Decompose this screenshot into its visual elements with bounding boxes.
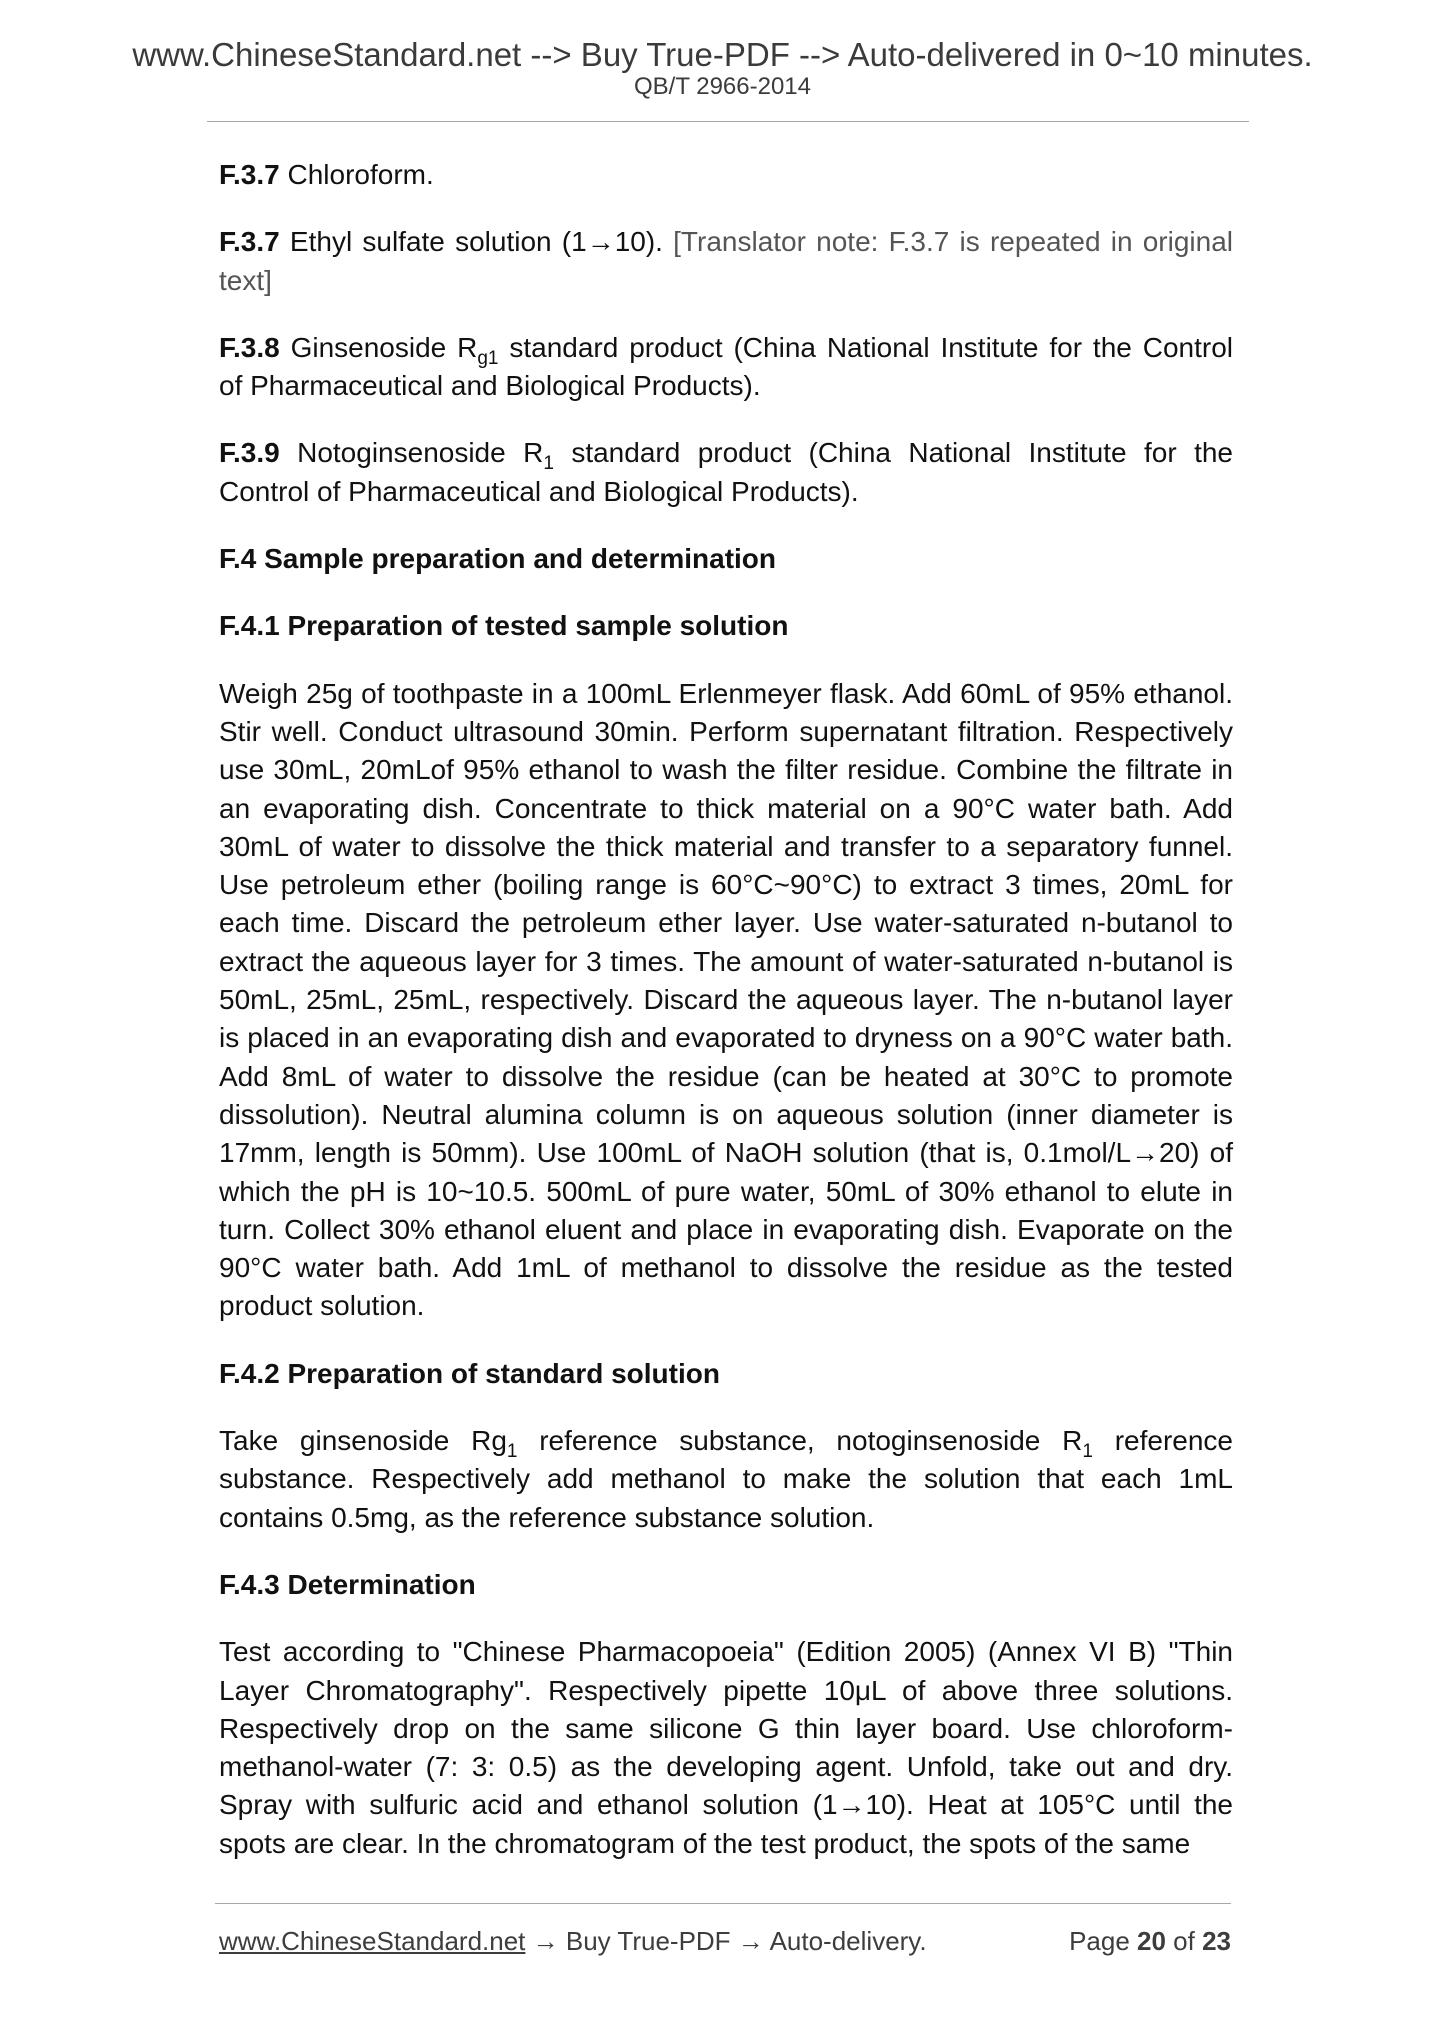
clause-text: Notoginsenoside R [279,437,544,469]
paragraph-f42 [219,1422,1233,1537]
footer-site-link[interactable]: www.ChineseStandard.net [219,1926,526,1956]
clause-text: Ginsenoside R [279,331,478,363]
section-heading-f41: F.4.1 Preparation of tested sample solution [219,610,789,642]
clause-text: standard product (China National Institute for the Control of Pharmaceutical and Biological Products). [219,437,1234,507]
page-indicator [1069,1928,1231,1954]
section-heading-f43: F.4.3 Determination [219,1568,476,1600]
subscript: 1 [543,453,554,475]
subscript: 1 [1082,1441,1093,1463]
section-heading-f42: F.4.2 Preparation of standard solution [219,1357,720,1389]
clause-number: F.3.9 [219,437,280,469]
clause-text: Chloroform. [279,159,434,190]
standard-number: QB/T 2966-2014 [633,73,811,100]
clause-number: F.3.8 [219,331,280,363]
subscript: 1 [506,1441,518,1463]
clause-text: standard product (China National Institute for the Control of Pharmaceutical and Biological Products). [219,331,1233,402]
site-banner: www.ChineseStandard.net --> Buy True-PDF --> Auto-delivered in 0~10 minutes. [132,36,1313,73]
paragraph-f43: Test according to "Chinese Pharmacopoeia" (Edition 2005) (Annex VI B) "Thin Layer Chromatography". Respectively pipette 10μL of above three solutions. Respectively drop on the same silicone G thin layer board. Use chloroform-methanol-water (7: 3: 0.5) as the developing agent. Unfold, take out and dry. Spray with sulfuric acid and ethanol solution (1→10). Heat at 105°C until the spots are clear. In the chromatogram of the test product, the spots of the same [219,1636,1233,1859]
clause-f37-ethyl-sulfate [219,223,1233,300]
footer-divider [215,1903,1231,1904]
subscript: g1 [477,347,499,369]
paragraph-text: reference substance, notoginsenoside R [517,1425,1083,1457]
page-total: 23 [1202,1926,1231,1956]
clause-number: F.3.7 [219,159,280,190]
section-heading-f4: F.4 Sample preparation and determination [219,543,777,575]
header-divider [207,121,1249,122]
clause-f37-chloroform [219,156,1233,194]
translator-note: [Translator note: F.3.7 is repeated in original text] [219,226,1234,296]
paragraph-f41: Weigh 25g of toothpaste in a 100mL Erlenmeyer flask. Add 60mL of 95% ethanol. Stir well. Conduct ultrasound 30min. Perform supernatant filtration. Respectively use 30mL, 20mLof 95% ethanol to wash the filter residue. Combine the filtrate in an evaporating dish. Concentrate to thick material on a 90°C water bath. Add 30mL of water to dissolve the thick material and transfer to a separatory funnel. Use petroleum ether (boiling range is 60°C~90°C) to extract 3 times, 20mL for each time. Discard the petroleum ether layer. Use water-saturated n-butanol to extract the aqueous layer for 3 times. The amount of water-saturated n-butanol is 50mL, 25mL, 25mL, respectively. Discard the aqueous layer. The n-butanol layer is placed in an evaporating dish and evaporated to dryness on a 90°C water bath. Add 8mL of water to dissolve the residue (can be heated at 30°C to promote dissolution). Neutral alumina column is on aqueous solution (inner diameter is 17mm, length is 50mm). Use 100mL of NaOH solution (that is, 0.1mol/L→20) of which the pH is 10~10.5. 500mL of pure water, 50mL of 30% ethanol to elute in turn. Collect 30% ethanol eluent and place in evaporating dish. Evaporate on the 90°C water bath. Add 1mL of methanol to dissolve the residue as the tested product solution. [219,677,1233,1322]
clause-f38 [219,329,1233,406]
document-body [219,156,1233,1863]
footer-tagline: → Buy True-PDF → Auto-delivery. [525,1926,927,1956]
paragraph-text: reference substance. Respectively add methanol to make the solution that each 1mL contains 0.5mg, as the reference substance solution. [219,1425,1233,1533]
paragraph-text: Take ginsenoside Rg [219,1425,507,1457]
clause-f39 [219,434,1233,511]
page-number: 20 [1137,1926,1166,1956]
clause-number: F.3.7 [219,226,280,258]
of-label: of [1165,1926,1203,1956]
page-label: Page [1069,1926,1138,1956]
clause-text: Ethyl sulfate solution (1→10). [279,226,674,258]
page-footer [219,1928,1231,1954]
